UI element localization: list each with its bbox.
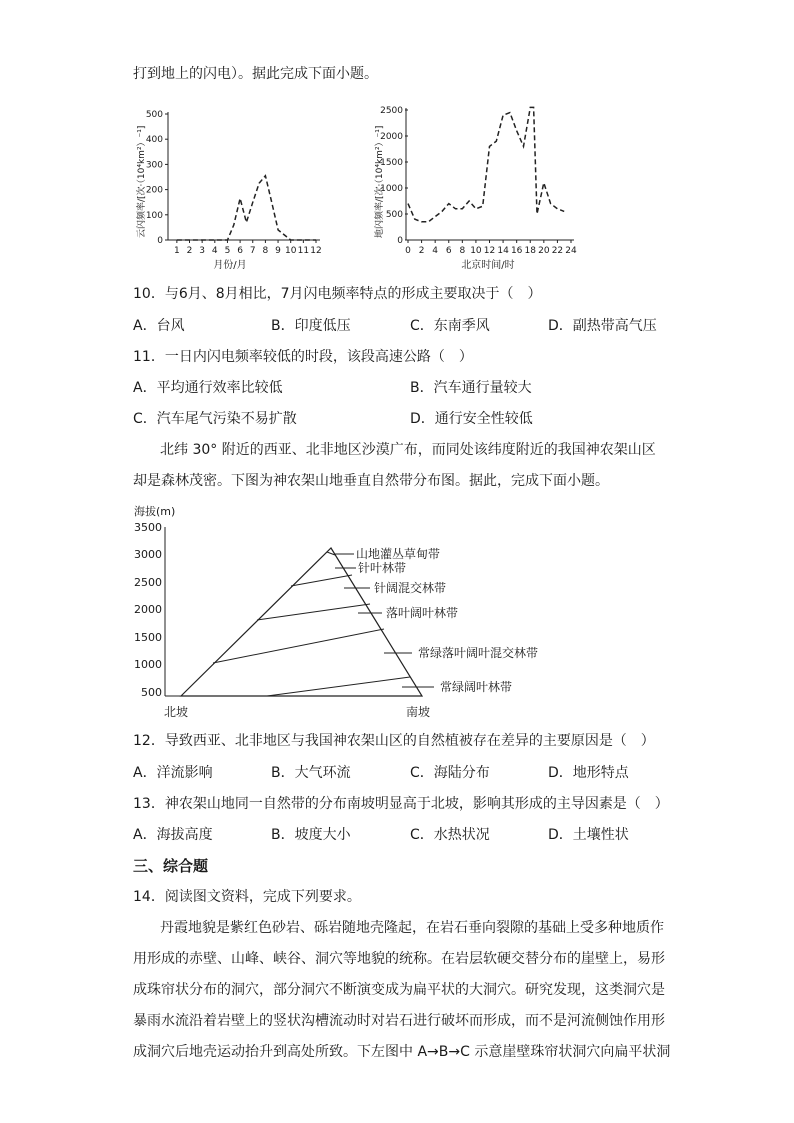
q13-option-a[interactable]: A．海拔高度: [133, 827, 213, 843]
q12-stem: 12．导致西亚、北非地区与我国神农架山区的自然植被存在差异的主要原因是（ ）: [133, 733, 655, 749]
ground-y-label: 地闪频率/[次·（10⁴km²）⁻¹]: [375, 125, 385, 238]
x-tick-label: 16: [510, 246, 523, 256]
ground-x-label: 北京时间/时: [461, 260, 515, 271]
x-tick-label: 4: [432, 246, 439, 256]
q11-option-c[interactable]: C．汽车尾气污染不易扩散: [133, 411, 297, 427]
y-tick-label: 400: [145, 135, 163, 146]
q10-option-b[interactable]: B．印度低压: [271, 318, 351, 334]
zone-deciduous: 落叶阔叶林带: [386, 606, 459, 620]
q13-option-b[interactable]: B．坡度大小: [271, 827, 351, 843]
y-tick-label: 1500: [380, 158, 403, 168]
y-tick-label: 500: [145, 110, 163, 120]
south-slope-label: 南坡: [406, 705, 431, 719]
y-tick-label: 0: [397, 236, 403, 246]
y-tick-label: 500: [385, 210, 403, 220]
q12-option-a[interactable]: A．洋流影响: [133, 765, 213, 781]
q14-para-line2: 用形成的赤壁、山峰、峡谷、洞穴等地貌的统称。在岩层软硬交替分布的崖壁上，易形: [133, 951, 665, 967]
intro-tail: 打到地上的闪电）。据此完成下面小题。: [133, 66, 378, 82]
q10-option-d[interactable]: D．副热带高气压: [548, 318, 657, 334]
q13-option-c[interactable]: C．水热状况: [410, 827, 490, 843]
x-tick-label: 5: [224, 246, 231, 256]
q11-option-b[interactable]: B．汽车通行量较大: [410, 380, 532, 396]
q11-option-d[interactable]: D．通行安全性较低: [410, 411, 533, 427]
x-tick-label: 6: [237, 246, 243, 256]
q14-para-line4: 暴雨水流沿着岩壁上的竖状沟槽流动时对岩石进行破坏而形成，而不是河流侧蚀作用形: [133, 1013, 665, 1029]
x-tick-label: 10: [470, 246, 482, 256]
zone-coniferous: 针叶林带: [358, 561, 407, 575]
y-tick-label: 100: [145, 210, 163, 221]
y-tick-label: 300: [145, 160, 163, 171]
y-tick-label: 0: [157, 236, 163, 246]
ground-lightning-series: [408, 107, 564, 221]
q14-para-line1: 丹霞地貌是紫红色砂岩、砾岩随地壳隆起，在岩石垂向裂隙的基础上受多种地质作: [160, 920, 664, 936]
q10-stem: 10．与6月、8月相比，7月闪电频率特点的形成主要取决于（ ）: [133, 286, 542, 302]
x-tick-label: 18: [524, 246, 536, 256]
x-tick-label: 14: [497, 246, 509, 256]
x-tick-label: 22: [551, 246, 564, 256]
zone-mixed: 针阔混交林带: [374, 581, 447, 595]
cloud-lightning-chart: [130, 100, 330, 272]
q12-option-b[interactable]: B．大气环流: [271, 765, 351, 781]
q13-option-d[interactable]: D．土壤性状: [548, 827, 629, 843]
vertical-zone-diagram: [130, 500, 600, 722]
x-tick-label: 7: [249, 246, 256, 256]
x-tick-label: 12: [483, 246, 496, 256]
y-tick-label: 1000: [380, 184, 403, 194]
q12-option-d[interactable]: D．地形特点: [548, 765, 629, 781]
ground-lightning-chart: [368, 100, 586, 272]
x-tick-label: 1: [173, 246, 180, 256]
zone-evergreen-deciduous: 常绿落叶阔叶混交林带: [418, 646, 539, 660]
ytick-3000: 3000: [134, 548, 162, 561]
north-slope-label: 北坡: [164, 705, 189, 719]
para2-line2: 却是森林茂密。下图为神农架山地垂直自然带分布图。据此，完成下面小题。: [133, 473, 609, 489]
x-tick-label: 6: [445, 246, 452, 256]
q14-para-line3: 成珠帘状分布的洞穴，部分洞穴不断演变成为扁平状的大洞穴。研究发现，这类洞穴是: [133, 982, 665, 998]
cloud-y-label: 云闪频率/[次·（10⁴km²）⁻¹]: [137, 125, 147, 238]
x-tick-label: 2: [186, 246, 193, 256]
q10-option-a[interactable]: A．台风: [133, 318, 185, 334]
x-tick-label: 4: [211, 246, 218, 256]
ytick-500: 500: [141, 686, 162, 699]
cloud-lightning-series: [177, 176, 316, 240]
y-tick-label: 2500: [380, 106, 403, 116]
q13-stem: 13．神农架山地同一自然带的分布南坡明显高于北坡，影响其形成的主导因素是（ ）: [133, 796, 669, 812]
ytick-1000: 1000: [134, 658, 162, 671]
x-tick-label: 2: [418, 246, 425, 256]
x-tick-label: 3: [199, 246, 206, 256]
q11-stem: 11．一日内闪电频率较低的时段，该段高速公路（ ）: [133, 349, 473, 365]
q11-option-a[interactable]: A．平均通行效率比较低: [133, 380, 283, 396]
q12-option-c[interactable]: C．海陆分布: [410, 765, 490, 781]
q14-para-line5: 成洞穴后地壳运动抬升到高处所致。下左图中 A→B→C 示意崖壁珠帘状洞穴向扁平状洞: [133, 1044, 671, 1060]
y-tick-label: 2000: [380, 132, 403, 142]
x-tick-label: 12: [310, 246, 322, 256]
x-tick-label: 24: [565, 246, 577, 256]
ytick-2000: 2000: [134, 603, 162, 616]
zone-evergreen: 常绿阔叶林带: [440, 680, 513, 694]
ytick-1500: 1500: [134, 631, 162, 644]
cloud-x-label: 月份/月: [213, 260, 247, 271]
q14-stem: 14．阅读图文资料，完成下列要求。: [133, 889, 361, 905]
para2-line1: 北纬 30° 附近的西亚、北非地区沙漠广布，而同处该纬度附近的我国神农架山区: [160, 442, 656, 458]
ytick-2500: 2500: [134, 576, 162, 589]
x-tick-label: 9: [275, 246, 281, 256]
x-tick-label: 11: [297, 246, 310, 256]
x-tick-label: 0: [405, 246, 411, 256]
y-tick-label: 200: [145, 185, 163, 196]
zone-meadow: 山地灌丛草甸带: [356, 547, 441, 561]
section-heading: 三、综合题: [133, 857, 209, 875]
ytick-3500: 3500: [134, 521, 162, 534]
x-tick-label: 8: [262, 246, 269, 256]
x-tick-label: 8: [459, 246, 466, 256]
x-tick-label: 20: [538, 246, 550, 256]
q10-option-c[interactable]: C．东南季风: [410, 318, 490, 334]
altitude-label: 海拔(m): [134, 505, 176, 518]
x-tick-label: 10: [284, 246, 297, 256]
